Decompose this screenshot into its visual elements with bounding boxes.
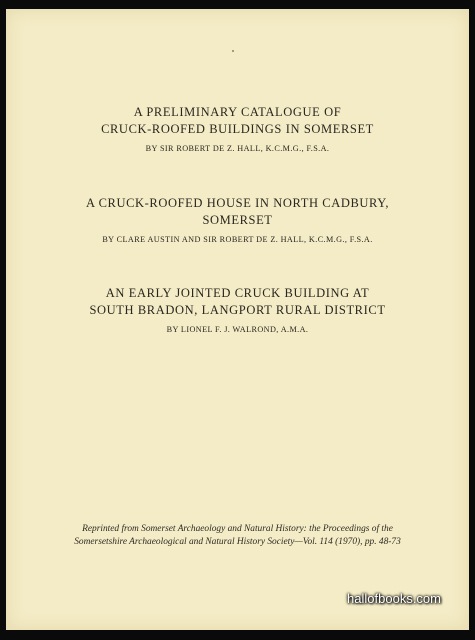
article-1-byline: BY SIR ROBERT DE Z. HALL, K.C.M.G., F.S.A. [145,144,330,153]
article-3-byline: BY LIONEL F. J. WALROND, A.M.A. [166,325,309,334]
article-2-title-line-1: A CRUCK-ROOFED HOUSE IN NORTH CADBURY, [85,196,390,210]
article-3-title-line-1: AN EARLY JOINTED CRUCK BUILDING AT [105,286,370,300]
article-3 [6,285,469,334]
reprint-note-line-2: Somersetshire Archaeological and Natural History Society—Vol. 114 (1970), pp. 48-73 [74,537,401,547]
paper-speck [232,50,234,52]
document-cover [6,9,469,630]
article-2-byline: BY CLARE AUSTIN AND SIR ROBERT DE Z. HALL, K.C.M.G., F.S.A. [102,235,373,244]
article-1 [6,104,469,153]
article-1-title-line-2: CRUCK-ROOFED BUILDINGS IN SOMERSET [101,122,374,136]
article-2 [6,195,469,244]
article-1-title-line-1: A PRELIMINARY CATALOGUE OF [133,105,342,119]
reprint-note [6,523,469,549]
article-2-title-line-2: SOMERSET [202,213,273,227]
reprint-note-line-1: Reprinted from Somerset Archaeology and Natural History: the Proceedings of the [82,524,393,534]
article-3-title-line-2: SOUTH BRADON, LANGPORT RURAL DISTRICT [89,303,386,317]
watermark: hallofbooks.com [347,591,441,606]
